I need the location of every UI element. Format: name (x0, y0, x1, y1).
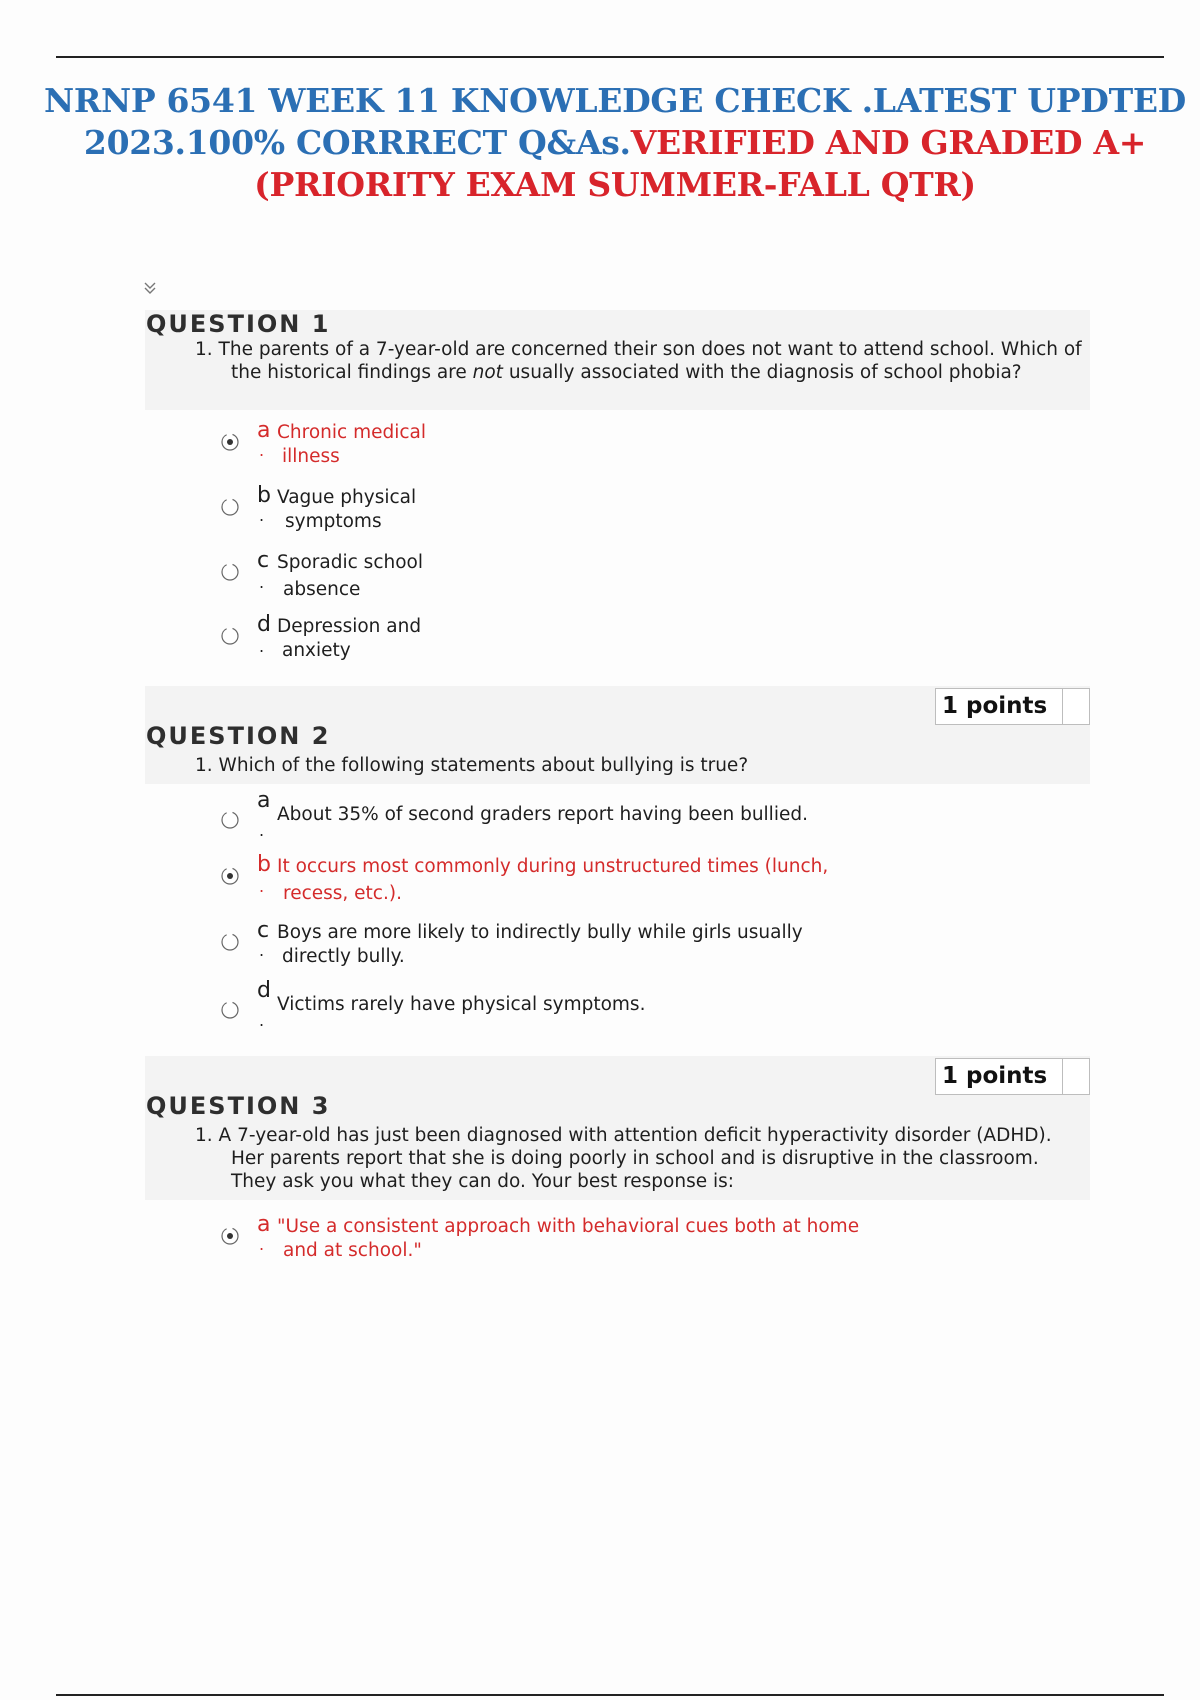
question-3 (145, 1056, 1090, 1261)
question-label: QUESTION 2 (146, 722, 331, 750)
question-number: 1. (195, 339, 213, 360)
option-text-line1: "Use a consistent approach with behavioral cues both at home (277, 1216, 860, 1237)
option-letter: d (257, 612, 271, 637)
option-dot: . (259, 637, 265, 656)
option-text-line2: recess, etc.). (283, 883, 402, 904)
points-blank-cell (1063, 1059, 1089, 1094)
option-dot: . (259, 1235, 265, 1254)
option-dot: . (259, 941, 265, 960)
option-text-line1: Chronic medical (277, 422, 427, 443)
radio-selected-icon[interactable] (220, 1226, 240, 1246)
double-chevron-down-icon[interactable] (143, 280, 157, 296)
option-text-line2: absence (283, 579, 361, 600)
option-dot: . (259, 821, 265, 840)
option-letter: c (257, 918, 270, 943)
question-text (145, 1120, 1090, 1197)
option-dot: . (259, 506, 265, 525)
question-label: QUESTION 1 (146, 310, 331, 338)
question-text-body: Which of the following statements about bullying is true? (218, 755, 749, 776)
option-letter: a (257, 1212, 271, 1237)
document-title (0, 80, 1200, 206)
option-letter: d (257, 978, 271, 1003)
question-3-header (145, 1056, 1090, 1200)
option-text-line1: Victims rarely have physical symptoms. (277, 994, 646, 1015)
option-text-line1: Boys are more likely to indirectly bully while girls usually (277, 922, 803, 943)
option-text-line1: Depression and (277, 616, 422, 637)
option-text-line2: illness (282, 446, 340, 467)
question-text-part-1: The parents of a 7-year-old are concerned their son does not want to attend school. Which of the historical findings are (218, 339, 1082, 383)
radio-icon[interactable] (220, 562, 240, 582)
points-label: 1 points (936, 689, 1063, 724)
option-dot: . (259, 573, 265, 592)
points-box (935, 1058, 1090, 1095)
question-text (145, 750, 1090, 781)
question-text-body: A 7-year-old has just been diagnosed with attention deficit hyperactivity disorder (ADHD). Her parents report that she is doing poorly in school and is disruptive in the classroom. They ask you what they can do. Your best response is: (218, 1125, 1052, 1192)
option-text-line1: It occurs most commonly during unstructured times (lunch, (277, 856, 829, 877)
option-letter: c (257, 548, 270, 573)
question-2 (145, 686, 1090, 1030)
option-dot: . (259, 441, 265, 460)
question-number: 1. (195, 755, 213, 776)
option-text-line1: Sporadic school (277, 552, 423, 573)
points-blank-cell (1063, 689, 1089, 724)
title-blue-part: NRNP 6541 WEEK 11 KNOWLEDGE CHECK .LATEST UPDTED 2023.100% CORRRECT Q&As. (43, 81, 1187, 162)
bottom-rule (56, 1694, 1164, 1696)
option-letter: b (257, 483, 271, 508)
question-text-part-2: usually associated with the diagnosis of school phobia? (502, 362, 1022, 383)
option-dot: . (259, 1011, 265, 1030)
radio-icon[interactable] (220, 626, 240, 646)
option-text-line2: anxiety (282, 640, 351, 661)
option-text-line2: directly bully. (282, 946, 405, 967)
question-number: 1. (195, 1125, 213, 1146)
radio-selected-icon[interactable] (220, 432, 240, 452)
option-text-line2: symptoms (285, 511, 382, 532)
radio-icon[interactable] (220, 1000, 240, 1020)
points-box (935, 688, 1090, 725)
question-1 (145, 310, 1090, 661)
title-red-part: VERIFIED AND GRADED A+ (PRIORITY EXAM SUMMER-FALL QTR) (254, 123, 1147, 204)
question-text-emphasis: not (472, 362, 503, 383)
radio-icon[interactable] (220, 932, 240, 952)
option-letter: a (257, 418, 271, 443)
question-text (145, 338, 1090, 388)
top-rule (56, 56, 1164, 58)
radio-icon[interactable] (220, 497, 240, 517)
radio-selected-icon[interactable] (220, 866, 240, 886)
question-1-header (145, 310, 1090, 410)
option-text-line1: About 35% of second graders report having been bullied. (277, 804, 808, 825)
points-label: 1 points (936, 1059, 1063, 1094)
option-text-line1: Vague physical (277, 487, 417, 508)
radio-icon[interactable] (220, 810, 240, 830)
option-text-line2: and at school." (283, 1240, 422, 1261)
question-2-header (145, 686, 1090, 784)
question-label: QUESTION 3 (146, 1092, 331, 1120)
option-letter: a (257, 788, 271, 813)
option-dot: . (259, 877, 265, 896)
option-letter: b (257, 852, 271, 877)
